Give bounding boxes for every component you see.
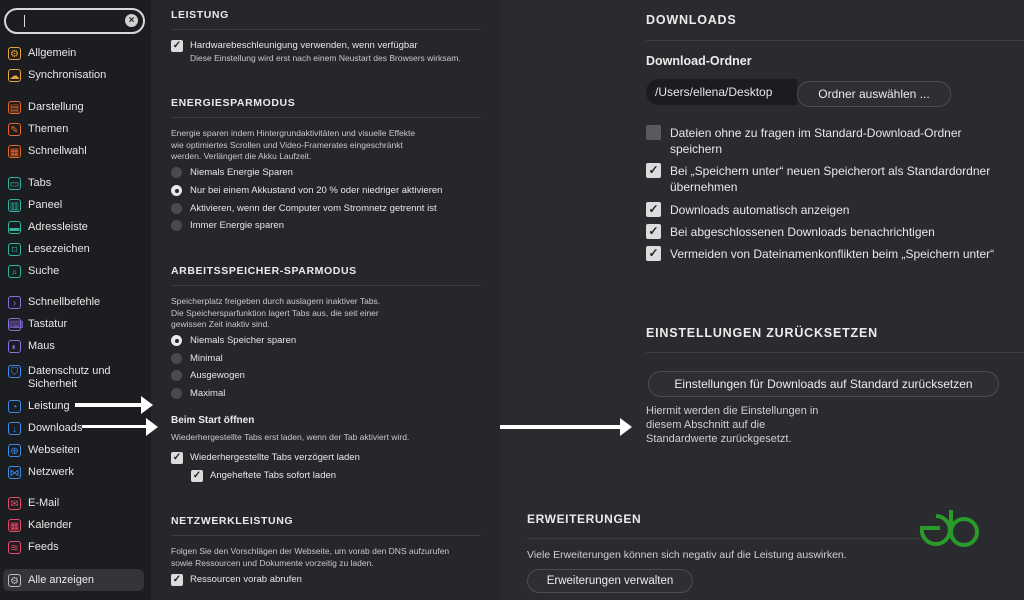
command-icon: › bbox=[8, 296, 21, 309]
sidebar-item-label: Netzwerk bbox=[28, 466, 74, 478]
sidebar-item-label: Lesezeichen bbox=[28, 243, 90, 255]
sidebar-item-label: E-Mail bbox=[28, 497, 60, 509]
download-folder-title: Download-Ordner bbox=[646, 54, 752, 68]
cloud-icon: ☁ bbox=[9, 70, 20, 82]
sidebar-item-allgemein[interactable] bbox=[8, 44, 76, 62]
clear-search-icon[interactable]: × bbox=[125, 14, 138, 27]
sidebar-item-schnellwahl[interactable] bbox=[8, 142, 87, 160]
divider bbox=[171, 535, 481, 536]
sidebar-item-maus[interactable] bbox=[8, 337, 55, 355]
prefetch-checkbox[interactable] bbox=[171, 574, 302, 586]
radio-selected-icon bbox=[171, 335, 182, 346]
network-description: Folgen Sie den Vorschlägen der Webseite, um vorab den DNS aufzurufen sowie Ressourcen und Dokumente vorzeitig zu laden. bbox=[171, 546, 450, 568]
gauge-icon: ◔ bbox=[8, 400, 21, 413]
mail-icon: ✉ bbox=[8, 497, 21, 510]
layout-icon: ▤ bbox=[9, 102, 20, 114]
memory-option-4[interactable] bbox=[171, 388, 225, 399]
sidebar-item-netzwerk[interactable] bbox=[8, 463, 74, 481]
download-option-label: Vermeiden von Dateinamenkonflikten beim „Speichern unter“ bbox=[670, 247, 995, 261]
sidebar-item-tabs[interactable] bbox=[8, 174, 51, 192]
download-option-5[interactable] bbox=[646, 246, 1016, 262]
sidebar-item-label: Alle anzeigen bbox=[28, 574, 95, 586]
energy-option-3[interactable] bbox=[171, 203, 437, 214]
network-title: NETZWERKLEISTUNG bbox=[171, 515, 294, 527]
radio-label: Ausgewogen bbox=[190, 370, 245, 381]
radio-icon bbox=[171, 203, 182, 214]
hw-acceleration-note: Diese Einstellung wird erst nach einem Neustart des Browsers wirksam. bbox=[190, 53, 461, 63]
sidebar-item-kalender[interactable] bbox=[8, 516, 72, 534]
sidebar-item-datenschutz-und-sicherheit[interactable] bbox=[8, 365, 138, 393]
sidebar-item-label: Tabs bbox=[28, 177, 52, 189]
download-option-1[interactable] bbox=[646, 125, 1016, 157]
settings-sidebar bbox=[0, 0, 151, 600]
radio-label: Niemals Energie Sparen bbox=[190, 167, 293, 178]
shield-icon: ⛉ bbox=[8, 365, 21, 378]
tabs-icon: ▭ bbox=[9, 178, 20, 190]
checkbox-checked-icon: ✓ bbox=[192, 470, 202, 481]
search-input[interactable] bbox=[4, 8, 145, 34]
sidebar-item-label: Leistung bbox=[28, 400, 70, 412]
sidebar-item-label: Synchronisation bbox=[28, 69, 107, 81]
reset-downloads-button[interactable]: Einstellungen für Downloads auf Standard zurücksetzen bbox=[648, 371, 999, 397]
globe-icon: ⊕ bbox=[8, 444, 21, 457]
sidebar-item-label: Paneel bbox=[28, 199, 63, 211]
divider bbox=[527, 538, 920, 539]
choose-folder-button[interactable]: Ordner auswählen ... bbox=[797, 81, 951, 107]
network-icon: ⋈ bbox=[9, 467, 20, 479]
download-folder-path: /Users/ellena/Desktop bbox=[646, 79, 797, 105]
energy-option-2[interactable] bbox=[171, 185, 442, 196]
divider bbox=[171, 117, 481, 118]
download-option-3[interactable] bbox=[646, 202, 1016, 218]
address-bar-icon: ▬ bbox=[9, 222, 20, 234]
sidebar-item-label: Tastatur bbox=[28, 318, 68, 330]
brush-icon: ✎ bbox=[8, 123, 21, 136]
sidebar-item-themen[interactable] bbox=[8, 120, 68, 138]
sidebar-item-e-mail[interactable] bbox=[8, 494, 59, 512]
sidebar-item-suche[interactable] bbox=[8, 262, 59, 280]
radio-icon bbox=[171, 220, 182, 231]
startup-title: Beim Start öffnen bbox=[171, 415, 255, 426]
sidebar-item-downloads[interactable] bbox=[8, 419, 82, 437]
checkbox-checked-icon: ✓ bbox=[172, 452, 182, 463]
sidebar-item-leistung[interactable] bbox=[8, 397, 70, 415]
grid-icon: ▦ bbox=[9, 146, 20, 158]
sidebar-item-webseiten[interactable] bbox=[8, 441, 80, 459]
radio-icon bbox=[171, 388, 182, 399]
sidebar-item-paneel[interactable] bbox=[8, 196, 62, 214]
sidebar-item-label: Feeds bbox=[28, 541, 59, 553]
energy-title: ENERGIESPARMODUS bbox=[171, 97, 296, 109]
sidebar-item-label: Suche bbox=[28, 265, 60, 277]
annotation-arrow bbox=[500, 425, 622, 429]
annotation-line bbox=[82, 425, 148, 428]
energy-description: Energie sparen indem Hintergrundaktivitäten und visuelle Effekte wie optimiertes Scrollen und Video-Framerates eingeschränkt werden. Verlängert die Akku Laufzeit. bbox=[171, 128, 416, 161]
startup-description: Wiederhergestellte Tabs erst laden, wenn der Tab aktiviert wird. bbox=[171, 432, 410, 442]
sidebar-item-label: Downloads bbox=[28, 422, 83, 434]
memory-title: ARBEITSSPEICHER-SPARMODUS bbox=[171, 265, 357, 277]
download-option-4[interactable] bbox=[646, 224, 1016, 240]
sidebar-item-adressleiste[interactable] bbox=[8, 218, 88, 236]
bookmark-icon: ⌑ bbox=[8, 243, 21, 256]
extensions-title: ERWEITERUNGEN bbox=[527, 512, 642, 526]
delay-tabs-label: Wiederhergestellte Tabs verzögert laden bbox=[190, 452, 360, 463]
calendar-icon: ▦ bbox=[9, 520, 20, 532]
radio-selected-icon bbox=[171, 185, 182, 196]
sidebar-item-label: Webseiten bbox=[28, 444, 80, 456]
mouse-icon: ◐ bbox=[8, 340, 21, 353]
download-option-2[interactable] bbox=[646, 163, 1016, 195]
pinned-tabs-checkbox[interactable] bbox=[191, 470, 336, 482]
checkbox-checked-icon: ✓ bbox=[646, 163, 661, 178]
panel-icon: ▥ bbox=[9, 200, 20, 212]
sidebar-item-schnellbefehle[interactable] bbox=[8, 293, 100, 311]
download-icon: ↓ bbox=[8, 422, 21, 435]
radio-label: Nur bei einem Akkustand von 20 % oder niedriger aktivieren bbox=[190, 185, 443, 196]
sidebar-item-label: Kalender bbox=[28, 519, 73, 531]
checkbox-checked-icon: ✓ bbox=[646, 202, 661, 217]
pinned-tabs-label: Angeheftete Tabs sofort laden bbox=[210, 470, 337, 481]
radio-label: Aktivieren, wenn der Computer vom Stromnetz getrennt ist bbox=[190, 203, 437, 214]
sidebar-item-darstellung[interactable] bbox=[8, 98, 84, 116]
sidebar-item-label: Adressleiste bbox=[28, 221, 88, 233]
divider bbox=[171, 29, 481, 30]
delay-tabs-checkbox[interactable] bbox=[171, 452, 360, 464]
sidebar-item-lesezeichen[interactable] bbox=[8, 240, 90, 258]
keyboard-icon: ⌨ bbox=[9, 319, 24, 331]
radio-label: Immer Energie sparen bbox=[190, 220, 284, 231]
memory-option-2[interactable] bbox=[171, 353, 223, 364]
sidebar-item-label: Schnellwahl bbox=[28, 145, 87, 157]
sidebar-item-label: Datenschutz und Sicherheit bbox=[28, 365, 111, 390]
radio-icon bbox=[171, 167, 182, 178]
checkbox-checked-icon: ✓ bbox=[646, 224, 661, 239]
sidebar-item-alle-anzeigen[interactable] bbox=[3, 569, 144, 591]
performance-title: LEISTUNG bbox=[171, 9, 229, 21]
sidebar-item-label: Themen bbox=[28, 123, 69, 135]
sidebar-item-label: Schnellbefehle bbox=[28, 296, 101, 308]
download-option-label: Bei „Speichern unter“ neuen Speicherort als Standardordner übernehmen bbox=[670, 164, 991, 194]
radio-label: Minimal bbox=[190, 353, 223, 364]
sidebar-item-label: Allgemein bbox=[28, 47, 77, 59]
checkbox-unchecked-icon bbox=[646, 125, 661, 140]
radio-icon bbox=[171, 353, 182, 364]
sidebar-item-tastatur[interactable] bbox=[8, 315, 67, 333]
watermark-logo bbox=[918, 508, 982, 548]
divider bbox=[646, 40, 1024, 41]
text-caret bbox=[24, 15, 25, 27]
annotation-arrow bbox=[75, 403, 143, 407]
download-option-label: Bei abgeschlossenen Downloads benachrichtigen bbox=[670, 225, 935, 239]
sidebar-item-label: Darstellung bbox=[28, 101, 84, 113]
sidebar-item-label: Maus bbox=[28, 340, 55, 352]
sidebar-item-synchronisation[interactable] bbox=[8, 66, 106, 84]
radio-icon bbox=[171, 370, 182, 381]
energy-option-4[interactable] bbox=[171, 220, 284, 231]
radio-label: Maximal bbox=[190, 388, 226, 399]
prefetch-label: Ressourcen vorab abrufen bbox=[190, 574, 302, 585]
memory-option-3[interactable] bbox=[171, 370, 245, 381]
sidebar-item-feeds[interactable] bbox=[8, 538, 59, 556]
extensions-description: Viele Erweiterungen können sich negativ auf die Leistung auswirken. bbox=[527, 549, 847, 561]
checkbox-checked-icon: ✓ bbox=[172, 40, 182, 51]
download-option-label: Dateien ohne zu fragen im Standard-Download-Ordner speichern bbox=[670, 126, 962, 156]
reset-note: Hiermit werden die Einstellungen in diesem Abschnitt auf die Standardwerte zurückgesetzt. bbox=[646, 405, 819, 445]
divider bbox=[646, 352, 1024, 353]
memory-description: Speicherplatz freigeben durch auslagern inaktiver Tabs. Die Speichersparfunktion lagert Tabs aus, die seit einer gewissen Zeit inaktiv sind. bbox=[171, 296, 381, 329]
search-icon: ⌕ bbox=[8, 265, 21, 278]
memory-option-1[interactable] bbox=[171, 335, 296, 346]
hw-acceleration-label: Hardwarebeschleunigung verwenden, wenn verfügbar bbox=[190, 40, 418, 51]
checkbox-checked-icon: ✓ bbox=[646, 246, 661, 261]
radio-label: Niemals Speicher sparen bbox=[190, 335, 297, 346]
download-option-label: Downloads automatisch anzeigen bbox=[670, 203, 850, 217]
energy-option-1[interactable] bbox=[171, 167, 293, 178]
gear-icon: ⚙ bbox=[8, 574, 21, 587]
reset-title: EINSTELLUNGEN ZURÜCKSETZEN bbox=[646, 326, 878, 340]
hw-acceleration-checkbox[interactable] bbox=[171, 40, 418, 52]
performance-panel bbox=[151, 0, 500, 600]
downloads-title: DOWNLOADS bbox=[646, 13, 737, 27]
gear-icon: ⚙ bbox=[8, 47, 21, 60]
manage-extensions-button[interactable]: Erweiterungen verwalten bbox=[527, 569, 693, 593]
checkbox-checked-icon: ✓ bbox=[172, 574, 182, 585]
rss-icon: ≋ bbox=[8, 541, 21, 554]
divider bbox=[171, 285, 481, 286]
